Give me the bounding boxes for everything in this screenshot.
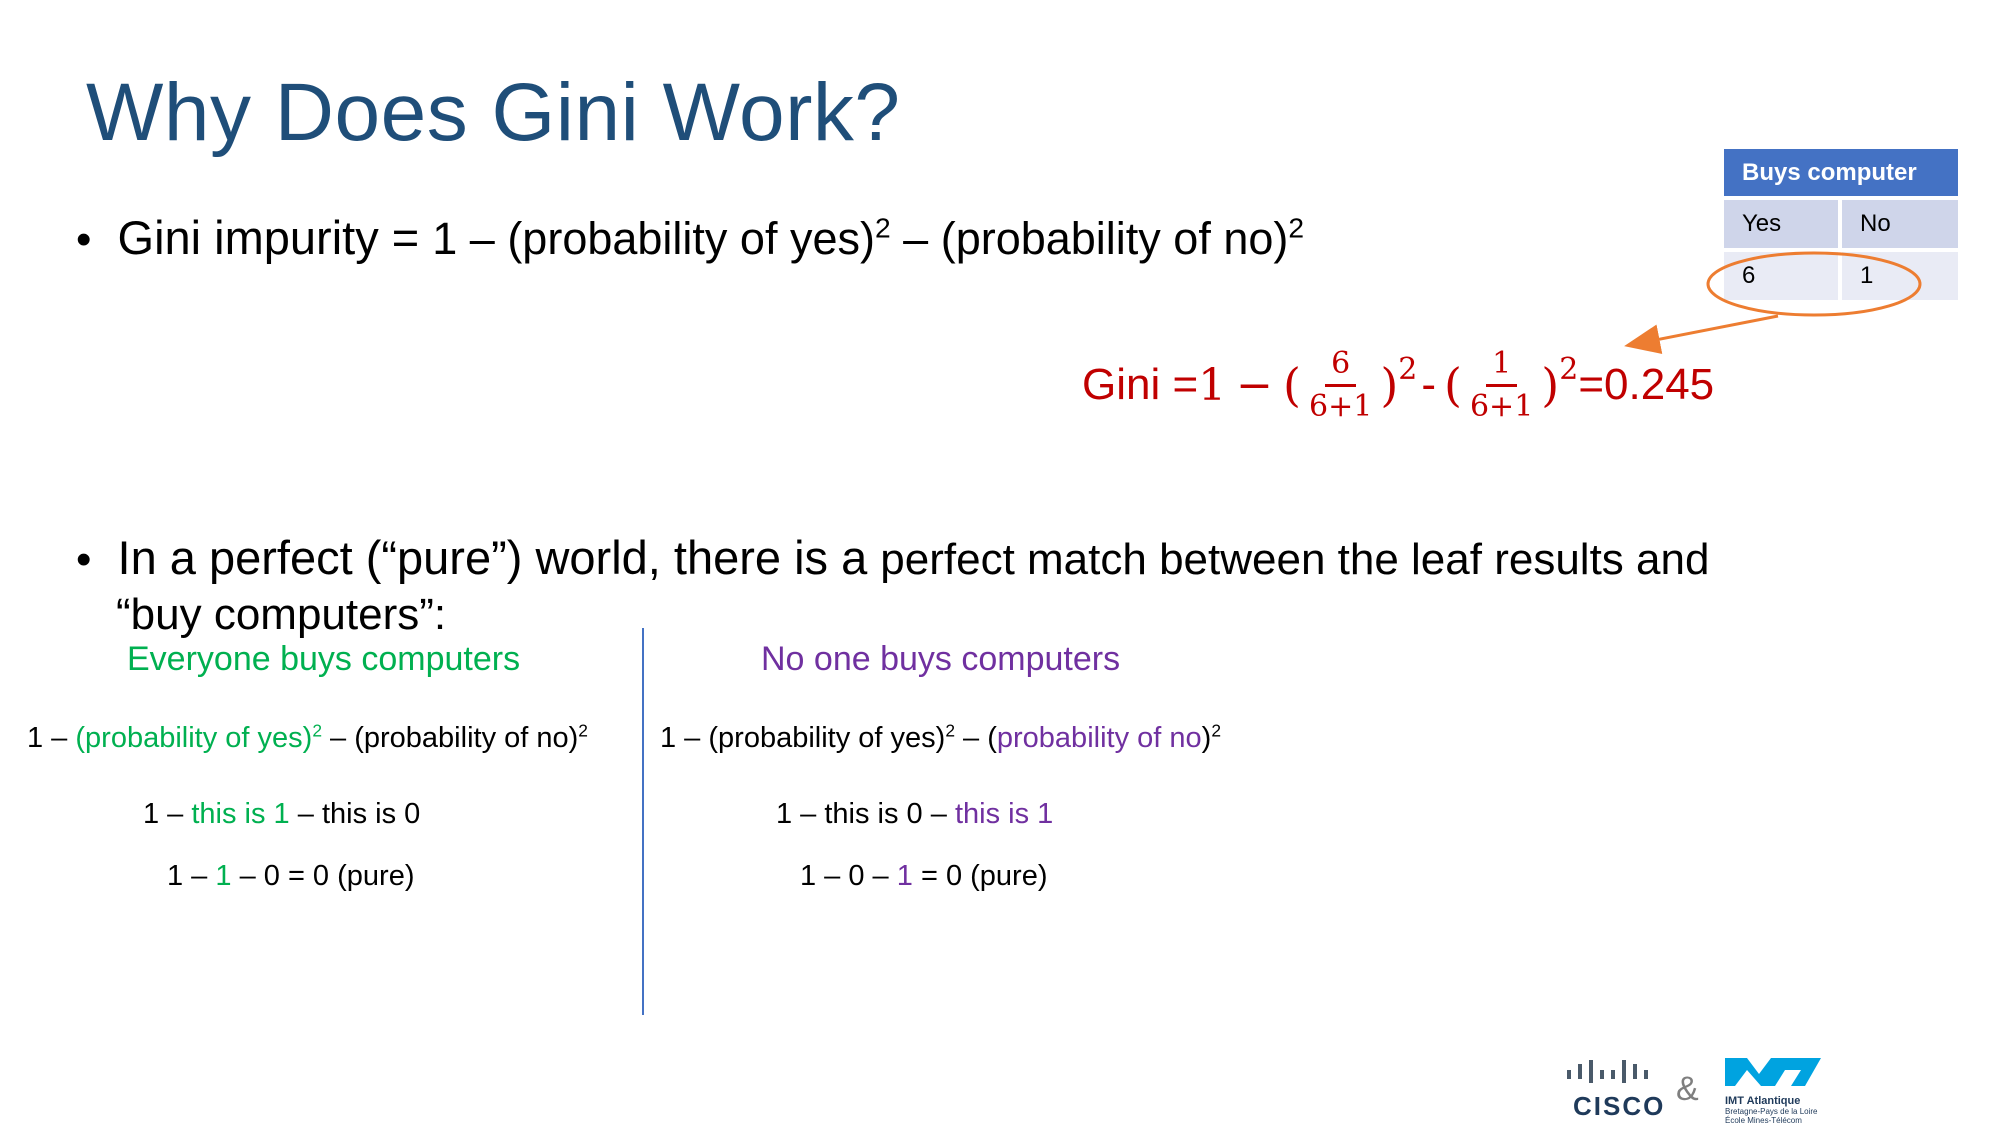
text: – ( [954, 722, 997, 754]
bullet2-part2: perfect match between the leaf results and [880, 535, 1710, 584]
bullet2-part1: In a perfect (“pure”) world, there is a [117, 531, 881, 584]
formula-lead: Gini = [1082, 360, 1199, 409]
right-step1 [776, 798, 1053, 831]
left-step2 [167, 860, 414, 893]
cisco-bars-icon [1565, 1058, 1661, 1088]
imt-sub1: Bretagne-Pays de la Loire [1725, 1107, 1818, 1116]
exponent: 2 [1559, 351, 1579, 387]
fraction-denominator: 6+1 [1309, 388, 1373, 424]
bullet-dot-icon: • [76, 215, 92, 264]
table-header: Buys computer [1724, 149, 1958, 196]
fraction-numerator: 6 [1325, 346, 1356, 387]
exponent: 2 [1398, 351, 1418, 387]
slide-title: Why Does Gini Work? [86, 67, 901, 158]
bullet2-line2: “buy computers”: [116, 590, 447, 639]
formula-one: 1 [1198, 359, 1227, 411]
text: – 0 = 0 (pure) [231, 860, 415, 892]
table-col-no: No [1842, 200, 1958, 248]
bullet-gini-definition [76, 210, 1304, 265]
right-formula [660, 722, 1221, 755]
gini-part-no: – (probability of no) [890, 213, 1289, 264]
column-divider [642, 628, 644, 1015]
bullet-pure-world [76, 530, 1709, 585]
prob-no: probability of no [996, 722, 1202, 754]
text: 1 – [143, 798, 192, 830]
bullet-dot-icon: • [76, 535, 92, 584]
highlight-value: this is 1 [954, 798, 1054, 830]
exponent: 2 [578, 720, 588, 741]
gini-lead: Gini impurity = [117, 211, 433, 264]
formula-minus: − [1236, 359, 1274, 411]
text: 1 – [167, 860, 216, 892]
text: 1 – this is 0 – [776, 798, 955, 830]
exponent: 2 [1211, 720, 1221, 741]
imt-sub2: École Mines-Télécom [1725, 1116, 1802, 1125]
text: ) [1201, 722, 1212, 754]
fraction-numerator: 1 [1486, 346, 1517, 387]
text: – this is 0 [289, 798, 421, 830]
right-heading: No one buys computers [761, 640, 1121, 678]
fraction-yes [1303, 346, 1378, 425]
left-heading: Everyone buys computers [127, 640, 521, 678]
fraction-no [1464, 346, 1539, 425]
imt-mark-icon [1725, 1058, 1821, 1088]
highlight-value: this is 1 [191, 798, 290, 830]
exponent: 2 [312, 720, 322, 741]
exponent: 2 [874, 211, 891, 244]
cisco-wordmark: CISCO [1573, 1091, 1666, 1121]
text: 1 – 0 – [800, 860, 897, 892]
gini-part-yes: 1 – (probability of yes) [432, 213, 875, 264]
cisco-logo [1565, 1058, 1665, 1122]
formula-result: =0.245 [1578, 360, 1715, 409]
text: = 0 (pure) [912, 860, 1048, 892]
text: 1 – [27, 722, 76, 754]
left-formula [27, 722, 588, 755]
table-col-yes: Yes [1724, 200, 1838, 248]
highlight-circle [1708, 253, 1920, 315]
highlight-value: 1 [215, 860, 232, 892]
imt-name: IMT Atlantique [1725, 1095, 1801, 1107]
gini-formula [1082, 340, 1714, 430]
text: – (probability of no) [321, 722, 579, 754]
highlight-value: 1 [896, 860, 913, 892]
fraction-denominator: 6+1 [1469, 388, 1534, 424]
formula-dash: - [1421, 360, 1437, 409]
paren-open: ( [1444, 358, 1462, 412]
left-step1 [143, 798, 420, 831]
table-value-yes: 6 [1724, 252, 1838, 300]
imt-logo [1725, 1058, 1821, 1125]
table-value-no: 1 [1842, 252, 1958, 300]
paren-close: ) [1541, 358, 1560, 412]
text: 1 – (probability of yes) [660, 722, 946, 754]
ampersand: & [1676, 1070, 1699, 1108]
exponent: 2 [945, 720, 955, 741]
prob-yes: (probability of yes) [75, 722, 313, 754]
paren-close: ) [1380, 358, 1399, 412]
right-step2 [800, 860, 1047, 893]
exponent: 2 [1288, 211, 1305, 244]
paren-open: ( [1283, 358, 1301, 412]
